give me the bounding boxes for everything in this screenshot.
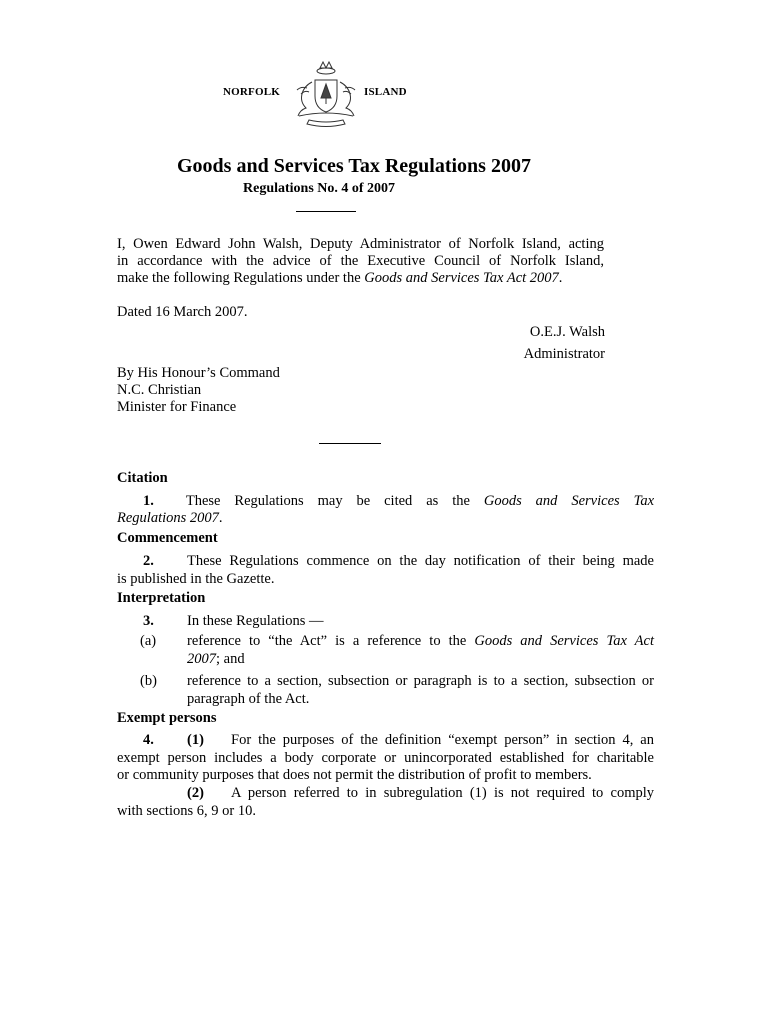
page-title: Goods and Services Tax Regulations 2007: [177, 155, 531, 177]
citation-line-1: 1. These Regulations may be cited as the Goods and Services Tax: [143, 493, 655, 509]
signatory-name: O.E.J. Walsh: [529, 324, 605, 340]
paragraph-b-line-1: reference to a section, subsection or paragraph is to a section, subsection or: [187, 673, 654, 689]
interpretation-number: 3.: [143, 613, 154, 629]
header-island: ISLAND: [364, 86, 407, 98]
date-line: Dated 16 March 2007.: [117, 304, 248, 320]
preamble-line-1: I, Owen Edward John Walsh, Deputy Administrator of Norfolk Island, acting: [117, 236, 604, 252]
regulation-number: Regulations No. 4 of 2007: [243, 181, 396, 196]
exempt-heading: Exempt persons: [117, 710, 217, 726]
signatory-role: Administrator: [523, 346, 605, 362]
title-divider: [296, 211, 356, 212]
act-title: Goods and Services Tax Act 2007: [364, 270, 559, 286]
paragraph-a-label: (a): [140, 633, 157, 649]
header-norfolk: NORFOLK: [223, 86, 281, 98]
paragraph-b-line-2: paragraph of the Act.: [187, 691, 310, 707]
command-line-3: Minister for Finance: [117, 399, 237, 415]
command-line-2: N.C. Christian: [117, 382, 202, 398]
subregulation-2-label: (2): [187, 785, 204, 801]
interpretation-intro: In these Regulations —: [187, 613, 324, 629]
exempt-s1-line-2: exempt person includes a body corporate or unincorporated established for charitable: [117, 750, 654, 766]
commencement-line-1: These Regulations commence on the day notification of their being made: [187, 553, 654, 569]
command-line-1: By His Honour’s Command: [117, 365, 280, 381]
interpretation-heading: Interpretation: [117, 590, 206, 606]
paragraph-a-line-1: reference to “the Act” is a reference to the Goods and Services Tax Act: [187, 633, 654, 649]
commencement-line-2: is published in the Gazette.: [117, 571, 275, 587]
paragraph-b-label: (b): [140, 673, 157, 689]
preamble-line-2: in accordance with the advice of the Executive Council of Norfolk Island,: [117, 253, 604, 269]
exempt-number: 4.: [143, 732, 154, 748]
exempt-s1-line-1: For the purposes of the definition “exempt person” in section 4, an: [231, 732, 654, 748]
citation-line-2: Regulations 2007.: [117, 510, 223, 526]
exempt-s2-line-1: A person referred to in subregulation (1) is not required to comply: [231, 785, 654, 801]
preamble-line-3: make the following Regulations under the Goods and Services Tax Act 2007.: [117, 270, 563, 286]
paragraph-a-line-2: 2007; and: [187, 651, 245, 667]
coat-of-arms-icon: [287, 58, 365, 130]
commencement-number: 2.: [143, 553, 154, 569]
commencement-heading: Commencement: [117, 530, 218, 546]
citation-heading: Citation: [117, 470, 168, 486]
exempt-s1-line-3: or community purposes that does not permit the distribution of profit to members.: [117, 767, 592, 783]
exempt-s2-line-2: with sections 6, 9 or 10.: [117, 803, 256, 819]
subregulation-1-label: (1): [187, 732, 204, 748]
section-divider: [319, 443, 381, 444]
